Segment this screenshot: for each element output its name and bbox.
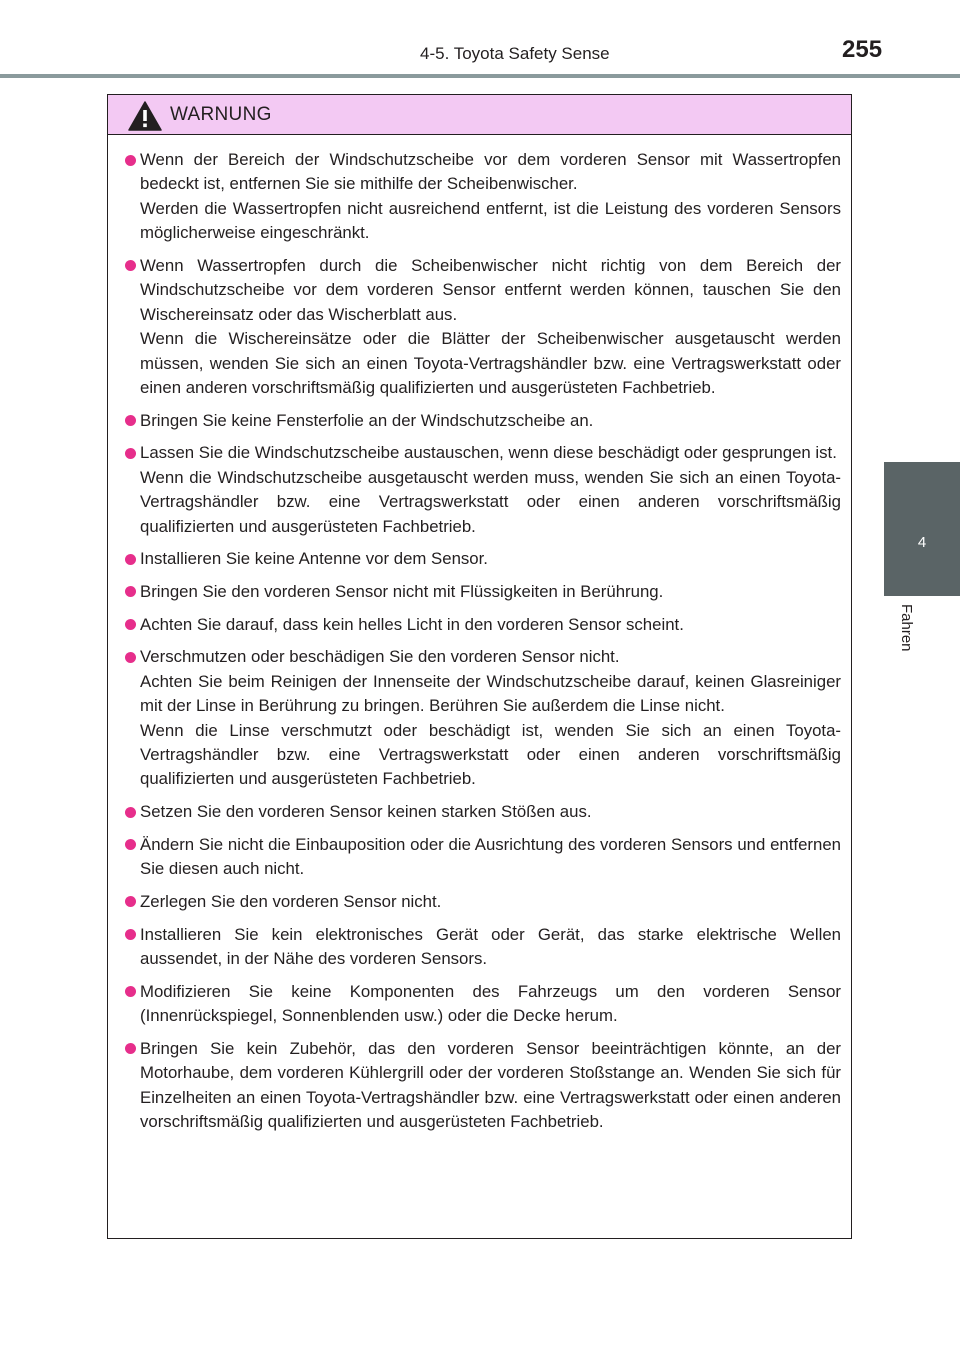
chapter-tab: [884, 462, 960, 596]
warning-title: WARNUNG: [170, 104, 272, 125]
page-number: 255: [842, 36, 883, 63]
warning-text: Wenn Wassertropfen durch die Scheibenwischer nicht richtig von dem Bereich der Windschutzscheibe vor dem vorderen Sensor entfernt werden können, tauschen Sie den Wischereinsatz oder das Wischerblatt aus.: [140, 255, 841, 324]
warning-item: [108, 980, 851, 1029]
chapter-label: Fahren: [898, 604, 915, 652]
warning-item: [108, 923, 851, 972]
bullet-dot-icon: [125, 448, 136, 459]
warning-text: Installieren Sie keine Antenne vor dem Sensor.: [140, 549, 488, 569]
warning-text: Wenn die Windschutzscheibe ausgetauscht werden muss, wenden Sie sich an einen Toyota-Vertragshändler bzw. eine Vertragswerkstatt oder einen anderen vorschriftsmäßig qualifizierten und ausgerüsteten Fachbetrieb.: [140, 467, 841, 536]
bullet-dot-icon: [125, 1043, 136, 1054]
warning-list: [108, 148, 851, 1143]
bullet-dot-icon: [125, 554, 136, 565]
bullet-dot-icon: [125, 807, 136, 818]
warning-item: [108, 409, 851, 433]
warning-text: Modifizieren Sie keine Komponenten des Fahrzeugs um den vorderen Sensor (Innenrückspiegel, Sonnenblenden usw.) oder die Decke herum.: [140, 981, 841, 1026]
warning-item: [108, 613, 851, 637]
warning-item: [108, 800, 851, 824]
warning-text: Werden die Wassertropfen nicht ausreichend entfernt, ist die Leistung des vorderen Sensors möglicherweise eingeschränkt.: [140, 198, 841, 243]
warning-header: [108, 95, 851, 135]
warning-item: [108, 441, 851, 539]
warning-box: [107, 94, 852, 1239]
warning-text: Bringen Sie kein Zubehör, das den vorderen Sensor beeinträchtigen könnte, an der Motorhaube, dem vorderen Kühlergrill oder der vorderen Stoßstange an. Wenden Sie sich für Einzelheiten an einen Toyota-Vertragshändler bzw. eine Vertragswerkstatt oder einen anderen vorschriftsmäßig qualifizierten und ausgerüsteten Fachbetrieb.: [140, 1038, 841, 1132]
header-rule: [0, 74, 960, 78]
warning-text: Installieren Sie kein elektronisches Gerät oder Gerät, das starke elektrische Wellen aussendet, in der Nähe des vorderen Sensors.: [140, 924, 841, 969]
warning-text: Bringen Sie den vorderen Sensor nicht mit Flüssigkeiten in Berührung.: [140, 581, 664, 601]
warning-item: [108, 1037, 851, 1135]
warning-text: Zerlegen Sie den vorderen Sensor nicht.: [140, 891, 442, 911]
bullet-dot-icon: [125, 652, 136, 663]
warning-item: [108, 547, 851, 571]
bullet-dot-icon: [125, 619, 136, 630]
warning-item: [108, 254, 851, 400]
warning-item: [108, 890, 851, 914]
warning-item: [108, 148, 851, 246]
section-title: 4-5. Toyota Safety Sense: [420, 44, 610, 63]
warning-text: Achten Sie beim Reinigen der Innenseite der Windschutzscheibe darauf, keinen Glasreiniger mit der Linse in Berührung zu bringen. Berühren Sie außerdem die Linse nicht.: [140, 671, 841, 716]
warning-text: Achten Sie darauf, dass kein helles Licht in den vorderen Sensor scheint.: [140, 614, 684, 634]
warning-item: [108, 580, 851, 604]
bullet-dot-icon: [125, 839, 136, 850]
warning-text: Ändern Sie nicht die Einbauposition oder die Ausrichtung des vorderen Sensors und entfernen Sie diesen auch nicht.: [140, 834, 841, 879]
warning-text: Lassen Sie die Windschutzscheibe austauschen, wenn diese beschädigt oder gesprungen ist.: [140, 443, 837, 463]
warning-text: Wenn der Bereich der Windschutzscheibe vor dem vorderen Sensor mit Wassertropfen bedeckt ist, entfernen Sie sie mithilfe der Scheibenwischer.: [140, 150, 841, 194]
bullet-dot-icon: [125, 415, 136, 426]
bullet-dot-icon: [125, 929, 136, 940]
warning-text: Setzen Sie den vorderen Sensor keinen starken Stößen aus.: [140, 802, 592, 822]
bullet-dot-icon: [125, 986, 136, 997]
bullet-dot-icon: [125, 896, 136, 907]
warning-triangle-icon: [128, 101, 162, 131]
bullet-dot-icon: [125, 586, 136, 597]
bullet-dot-icon: [125, 260, 136, 271]
warning-item: [108, 645, 851, 791]
warning-text: Verschmutzen oder beschädigen Sie den vorderen Sensor nicht.: [140, 647, 620, 667]
warning-text: Bringen Sie keine Fensterfolie an der Windschutzscheibe an.: [140, 410, 594, 430]
bullet-dot-icon: [125, 155, 136, 166]
warning-text: Wenn die Linse verschmutzt oder beschädigt ist, wenden Sie sich an einen Toyota-Vertragshändler bzw. eine Vertragswerkstatt oder einen anderen vorschriftsmäßig qualifizierten und ausgerüsteten Fachbetrieb.: [140, 720, 841, 789]
warning-text: Wenn die Wischereinsätze oder die Blätter der Scheibenwischer ausgetauscht werden müssen, wenden Sie sich an einen Toyota-Vertragshändler bzw. eine Vertragswerkstatt oder einen anderen vorschriftsmäßig qualifizierten und ausgerüsteten Fachbetrieb.: [140, 329, 841, 397]
chapter-number: 4: [917, 534, 927, 551]
warning-item: [108, 833, 851, 882]
